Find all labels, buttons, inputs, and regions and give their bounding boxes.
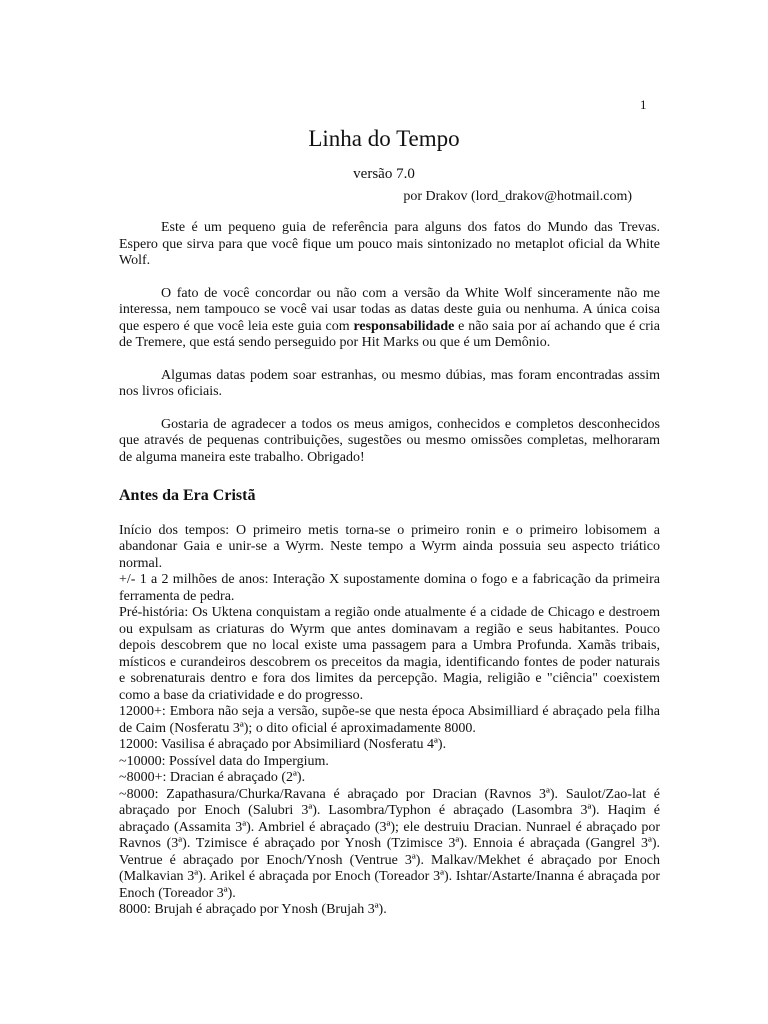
timeline-entry: ~10000: Possível data do Impergium. — [119, 753, 329, 769]
intro-paragraph-2 — [119, 286, 660, 352]
timeline-list — [119, 523, 660, 919]
section-heading: Antes da Era Cristã — [119, 487, 256, 504]
responsabilidade-highlight: responsabilidade — [353, 318, 455, 334]
intro-paragraph-4: Gostaria de agradecer a todos os meus amigos, conhecidos e completos desconhecidos que através de pequenas contribuições, sugestões ou mesmo omissões completas, melhoraram de alguma maneira este trabalho. Obrigado! — [119, 416, 660, 465]
page-number: 1 — [640, 97, 647, 112]
timeline-entry: Início dos tempos: O primeiro metis torna-se o primeiro ronin e o primeiro lobisomem a abandonar Gaia e unir-se a Wyrm. Neste tempo a Wyrm ainda possuia seu aspecto triático normal. — [119, 522, 660, 571]
document-title: Linha do Tempo — [308, 126, 460, 151]
timeline-entry: Pré-história: Os Uktena conquistam a região onde atualmente é a cidade de Chicago e destroem ou expulsam as criaturas do Wyrm que antes dominavam a região e seus habitantes. Pouco depois descobrem que no local existe uma passagem para a Umbra Profunda. Xamãs tribais, místicos e curandeiros descobrem os preceitos da magia, identificando fontes de poder naturais e sobrenaturais dentro e fora dos limites da percepção. Magia, religião e "ciência" coexistem como a base da criatividade e do progresso. — [119, 605, 660, 703]
timeline-entry: ~8000+: Dracian é abraçado (2ª). — [119, 770, 306, 785]
timeline-entry: 12000: Vasilisa é abraçado por Absimiliard (Nosferatu 4ª). — [119, 737, 447, 752]
document-body — [119, 220, 660, 919]
document-version: versão 7.0 — [353, 166, 415, 182]
intro-p2-text-after: e não saia por aí achando que é cria de Tremere, que está sendo perseguido por Hit Marks ou que é um Demônio. — [119, 318, 660, 350]
document-author: por Drakov (lord_drakov@hotmail.com) — [403, 189, 632, 204]
timeline-entry: 8000: Brujah é abraçado por Ynosh (Brujah 3ª). — [119, 902, 387, 917]
intro-paragraph-1: Este é um pequeno guia de referência para alguns dos fatos do Mundo das Trevas. Espero que sirva para que você fique um pouco mais sintonizado no metaplot oficial da White Wolf. — [119, 220, 660, 268]
intro-paragraph-3: Algumas datas podem soar estranhas, ou mesmo dúbias, mas foram encontradas assim nos livros oficiais. — [119, 367, 660, 399]
intro-p2-text-before: O fato de você concordar ou não com a versão da White Wolf sinceramente não me interessa, nem tampouco se você vai usar todas as datas deste guia ou nenhuma. A única coisa que espero é que você leia este guia com — [119, 285, 660, 334]
timeline-entry: +/- 1 a 2 milhões de anos: Interação X supostamente domina o fogo e a fabricação da primeira ferramenta de pedra. — [119, 572, 660, 604]
timeline-entry: 12000+: Embora não seja a versão, supõe-se que nesta época Absimilliard é abraçado pela filha de Caim (Nosferatu 3ª); o dito oficial é aproximadamente 8000. — [119, 704, 660, 736]
timeline-entry: ~8000: Zapathasura/Churka/Ravana é abraçado por Dracian (Ravnos 3ª). Saulot/Zao-lat é abraçado por Enoch (Salubri 3ª). Lasombra/Typhon é abraçado (Lasombra 3ª). Haqim é abraçado (Assamita 3ª). Ambriel é abraçado (3ª); ele destruiu Dracian. Nunrael é abraçado por Ravnos (3ª). Tzimisce é abraçado por Ynosh (Tzimisce 3ª). Ennoia é abraçada (Gangrel 3ª). Ventrue é abraçado por Enoch/Ynosh (Ventrue 3ª). Malkav/Mekhet é abraçado por Enoch (Malkavian 3ª). Arikel é abraçada por Enoch (Toreador 3ª). Ishtar/Astarte/Inanna é abraçada por Enoch (Toreador 3ª). — [119, 786, 660, 901]
